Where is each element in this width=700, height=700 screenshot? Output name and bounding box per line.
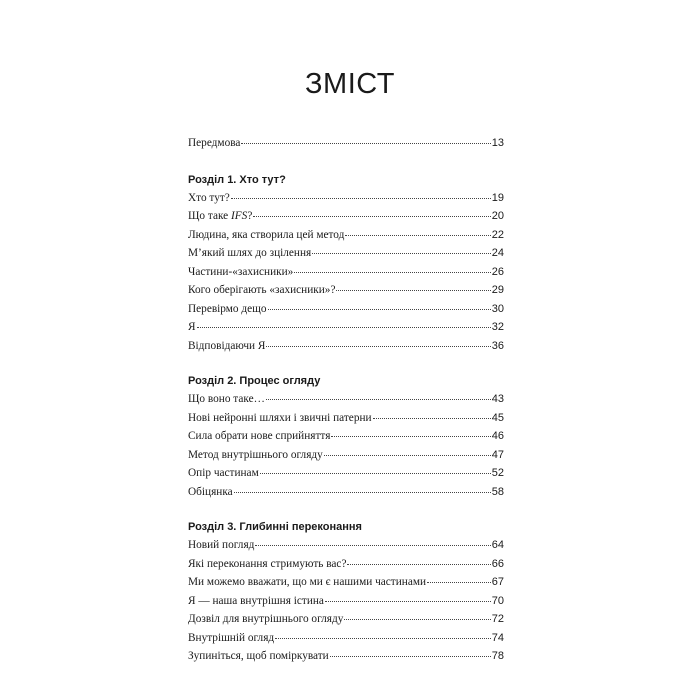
- dot-leader: [231, 198, 491, 199]
- toc-entry-label: Ми можемо вважати, що ми є нашими частинами: [188, 576, 427, 588]
- toc-entry-label: Зупиніться, щоб поміркувати: [188, 650, 329, 662]
- dot-leader: [336, 290, 490, 291]
- toc-entry-label: Нові нейронні шляхи і звичні патерни: [188, 411, 372, 424]
- toc-entry-page: 20: [491, 210, 504, 222]
- toc-entry-page: 45: [491, 411, 504, 424]
- toc-entry-label: Сила обрати нове сприйняття: [188, 430, 331, 442]
- toc-entry-page: 36: [491, 339, 504, 352]
- toc-entry: [188, 303, 504, 322]
- toc-entry: [188, 430, 504, 449]
- toc-entry-label: Метод внутрішнього огляду: [188, 448, 323, 461]
- toc-entry: [188, 266, 504, 285]
- toc-entry: [188, 393, 504, 412]
- toc-entry: [188, 340, 504, 359]
- dot-leader: [255, 545, 490, 546]
- toc-entry-label: Які переконання стримують вас?: [188, 557, 347, 570]
- toc-entry-page: 30: [491, 302, 504, 315]
- dot-leader: [268, 309, 491, 310]
- dot-leader: [330, 656, 491, 657]
- toc-entry-page: 70: [491, 594, 504, 607]
- toc-entry-label: Відповідаючи Я: [188, 339, 266, 352]
- dot-leader: [266, 346, 490, 347]
- toc-entry: [188, 467, 504, 486]
- toc-entry: [188, 613, 504, 632]
- toc-entry: [188, 284, 504, 303]
- toc-entry-label: Кого оберігають «захисники»?: [188, 284, 336, 296]
- toc-entry-page: 24: [491, 247, 504, 259]
- table-of-contents: [188, 137, 504, 669]
- toc-entry-label: Я: [188, 321, 196, 333]
- dot-leader: [347, 564, 490, 565]
- section-heading-2: Розділ 2. Процес огляду: [188, 375, 321, 387]
- toc-entry: [188, 539, 504, 558]
- toc-entry-label: М’який шлях до зцілення: [188, 247, 312, 259]
- dot-leader: [324, 455, 491, 456]
- toc-entry-page: 52: [491, 467, 504, 479]
- toc-entry-page: 66: [491, 557, 504, 570]
- dot-leader: [234, 492, 491, 493]
- toc-entry-page: 74: [491, 631, 504, 644]
- toc-entry-page: 32: [491, 321, 504, 333]
- toc-entry: [188, 192, 504, 211]
- page-title: ЗМІСТ: [305, 68, 395, 100]
- toc-entry-page: 13: [491, 137, 504, 149]
- toc-entry: [188, 486, 504, 505]
- toc-entry-label: Новий погляд: [188, 539, 255, 551]
- dot-leader: [325, 601, 491, 602]
- toc-entry-label: Що воно таке…: [188, 393, 265, 405]
- toc-entry: [188, 210, 504, 229]
- toc-entry: [188, 632, 504, 651]
- dot-leader: [275, 638, 491, 639]
- toc-entry-label: Я — наша внутрішня істина: [188, 594, 324, 607]
- toc-entry-label: Передмова: [188, 137, 241, 149]
- toc-entry-page: 78: [491, 650, 504, 662]
- toc-entry-page: 26: [491, 265, 504, 278]
- dot-leader: [197, 327, 491, 328]
- toc-entry-page: 47: [491, 448, 504, 461]
- toc-entry: [188, 247, 504, 266]
- toc-entry-page: 72: [491, 613, 504, 625]
- toc-entry-label: Обіцянка: [188, 485, 233, 498]
- dot-leader: [345, 235, 490, 236]
- toc-entry: [188, 412, 504, 431]
- dot-leader: [344, 619, 490, 620]
- toc-entry-page: 58: [491, 485, 504, 498]
- toc-entry-label: Частини-«захисники»: [188, 265, 294, 278]
- toc-entry-page: 29: [491, 284, 504, 296]
- dot-leader: [253, 216, 490, 217]
- toc-entry-label: Хто тут?: [188, 191, 230, 204]
- section-heading-3: Розділ 3. Глибинні переконання: [188, 521, 362, 533]
- dot-leader: [294, 272, 490, 273]
- toc-entry-page: 67: [491, 576, 504, 588]
- toc-entry-page: 22: [491, 228, 504, 241]
- toc-entry-page: 19: [491, 191, 504, 204]
- toc-entry-preface: [188, 137, 504, 156]
- toc-entry: [188, 576, 504, 595]
- toc-entry-page: 43: [491, 393, 504, 405]
- toc-entry: [188, 650, 504, 669]
- toc-entry: [188, 321, 504, 340]
- toc-entry-page: 46: [491, 430, 504, 442]
- section-heading-1: Розділ 1. Хто тут?: [188, 173, 286, 186]
- dot-leader: [427, 582, 491, 583]
- dot-leader: [266, 399, 491, 400]
- dot-leader: [241, 143, 490, 144]
- toc-entry-label: Внутрішній огляд: [188, 631, 275, 644]
- toc-entry-label: Перевірмо дещо: [188, 302, 267, 315]
- toc-entry-label: Дозвіл для внутрішнього огляду: [188, 613, 344, 625]
- toc-entry: [188, 595, 504, 614]
- toc-entry: [188, 229, 504, 248]
- toc-entry-page: 64: [491, 539, 504, 551]
- toc-entry-label: Людина, яка створила цей метод: [188, 228, 345, 241]
- toc-entry-label: Що таке IFS?: [188, 210, 253, 222]
- toc-entry: [188, 449, 504, 468]
- toc-entry-label: Опір частинам: [188, 467, 259, 479]
- dot-leader: [331, 436, 490, 437]
- dot-leader: [260, 473, 491, 474]
- dot-leader: [312, 253, 491, 254]
- toc-entry: [188, 558, 504, 577]
- dot-leader: [373, 418, 491, 419]
